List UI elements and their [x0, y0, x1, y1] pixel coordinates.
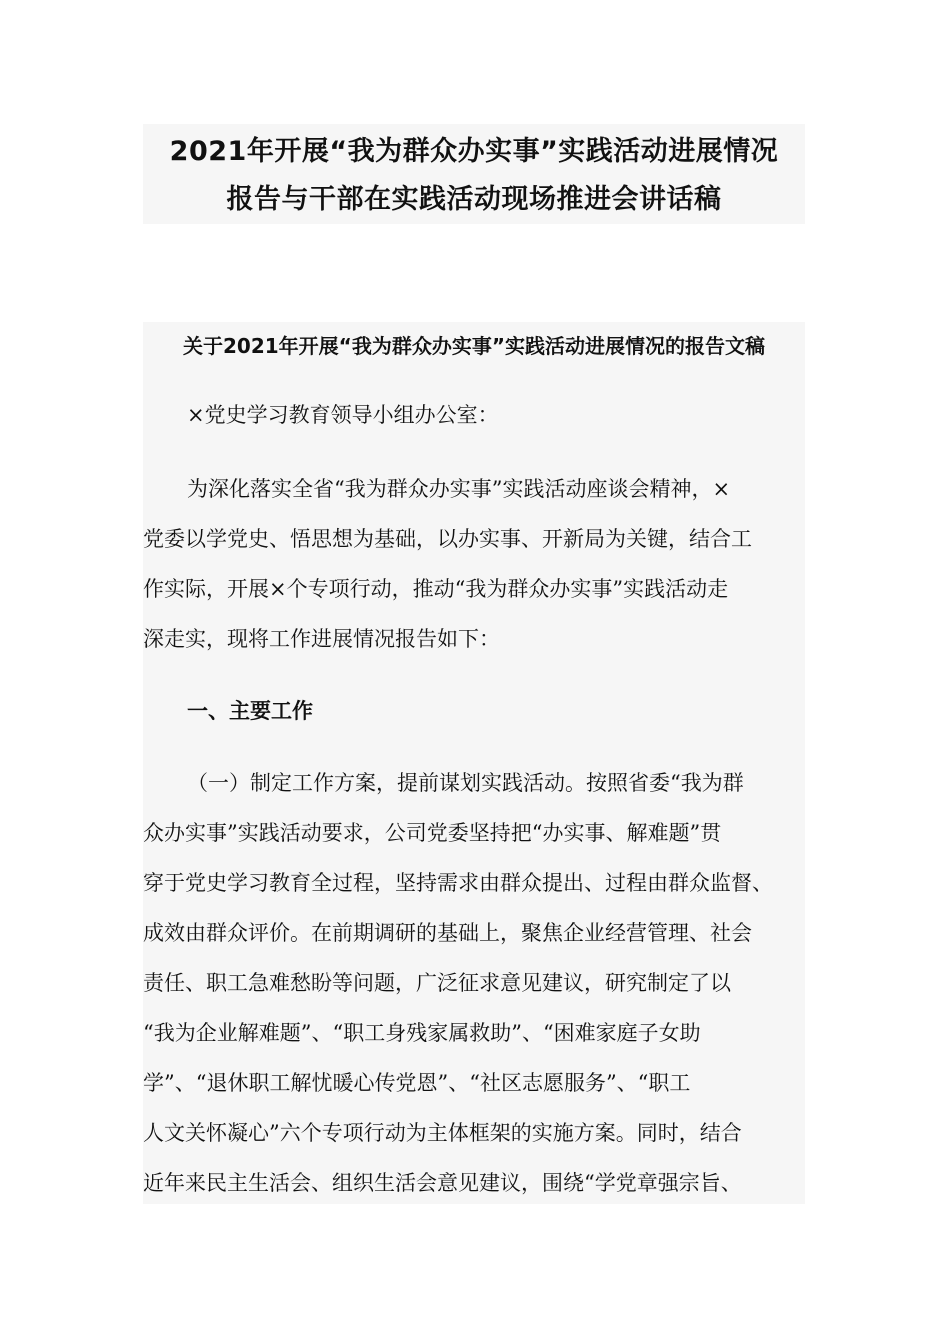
section-heading: 一、主要工作	[187, 699, 313, 723]
intro-line: 为深化落实全省“我为群众办实事”实践活动座谈会精神，×	[187, 477, 731, 501]
salutation: ×党史学习教育领导小组办公室：	[187, 403, 499, 427]
paragraph-line: “我为企业解难题”、“职工身残家属救助”、“困难家庭子女助	[143, 1021, 701, 1045]
intro-line: 党委以学党史、悟思想为基础，以办实事、开新局为关键，结合工	[143, 527, 752, 551]
intro-line: 作实际，开展×个专项行动，推动“我为群众办实事”实践活动走	[143, 577, 729, 601]
paragraph-line: 众办实事”实践活动要求，公司党委坚持把“办实事、解难题”贯	[143, 821, 722, 845]
paragraph-line: 学”、“退休职工解忧暖心传党恩”、“社区志愿服务”、“职工	[143, 1071, 691, 1095]
paragraph-line: 近年来民主生活会、组织生活会意见建议，围绕“学党章强宗旨、	[143, 1171, 742, 1195]
document-title	[143, 124, 805, 224]
paragraph-line: 穿于党史学习教育全过程，坚持需求由群众提出、过程由群众监督、	[143, 871, 773, 895]
paragraph-line: 成效由群众评价。在前期调研的基础上，聚焦企业经营管理、社会	[143, 921, 752, 945]
paragraph-line: （一）制定工作方案，提前谋划实践活动。按照省委“我为群	[187, 771, 744, 795]
document-body	[143, 322, 805, 1204]
title-line-1: 2021年开展“我为群众办实事”实践活动进展情况	[169, 136, 779, 167]
intro-line: 深走实，现将工作进展情况报告如下：	[143, 627, 500, 651]
report-subtitle: 关于2021年开展“我为群众办实事”实践活动进展情况的报告文稿	[183, 334, 765, 358]
paragraph-line: 人文关怀凝心”六个专项行动为主体框架的实施方案。同时，结合	[143, 1121, 742, 1145]
title-line-2: 报告与干部在实践活动现场推进会讲话稿	[226, 184, 722, 215]
paragraph-line: 责任、职工急难愁盼等问题，广泛征求意见建议，研究制定了以	[143, 971, 731, 995]
